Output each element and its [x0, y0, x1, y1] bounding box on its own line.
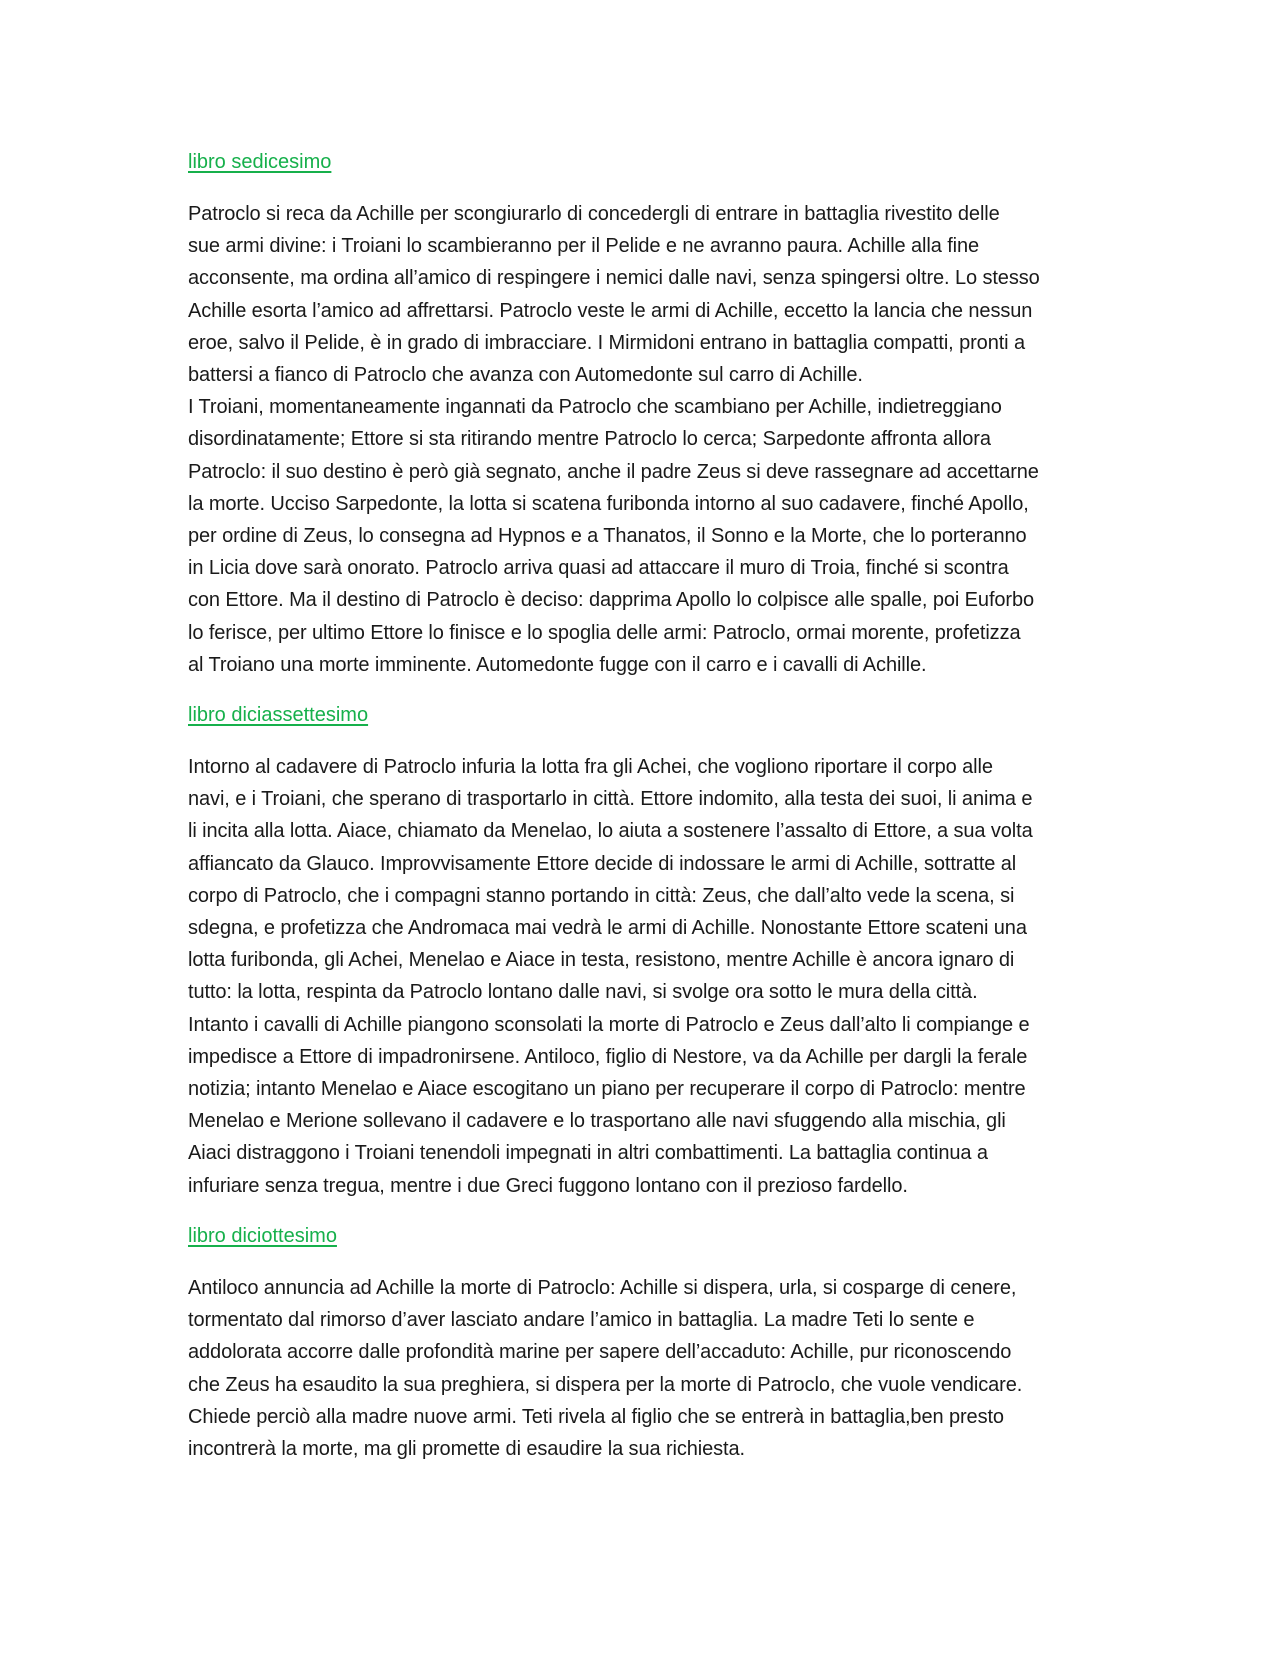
text-line: Achille esorta l’amico ad affrettarsi. Patroclo veste le armi di Achille, eccetto la lancia che nessun	[188, 299, 1033, 322]
text-line: affiancato da Glauco. Improvvisamente Ettore decide di indossare le armi di Achille, sottratte al	[188, 852, 1017, 875]
text-line: Patroclo si reca da Achille per scongiurarlo di concedergli di entrare in battaglia rivestito delle	[188, 203, 1000, 225]
text-line: che Zeus ha esaudito la sua preghiera, si dispera per la morte di Patroclo, che vuole vendicare.	[188, 1373, 1023, 1396]
text-line: con Ettore. Ma il destino di Patroclo è deciso: dapprima Apollo lo colpisce alle spalle, poi Euforbo	[188, 589, 1035, 612]
text-line: notizia; intanto Menelao e Aiace escogitano un piano per recuperare il corpo di Patroclo: mentre	[188, 1078, 1026, 1101]
text-line: incontrerà la morte, ma gli promette di esaudire la sua richiesta.	[188, 1437, 745, 1460]
section-libro-sedicesimo	[188, 148, 1092, 681]
document-page	[188, 148, 1092, 1485]
text-line: Menelao e Merione sollevano il cadavere e lo trasportano alle navi sfuggendo alla mischia, gli	[188, 1110, 1006, 1133]
text-line: al Troiano una morte imminente. Automedonte fugge con il carro e i cavalli di Achille.	[188, 653, 927, 676]
text-line: per ordine di Zeus, lo consegna ad Hypnos e a Thanatos, il Sonno e la Morte, che lo porteranno	[188, 525, 1027, 548]
text-line: Intanto i cavalli di Achille piangono sconsolati la morte di Patroclo e Zeus dall’alto li compiange e	[188, 1013, 1030, 1036]
section-title-link[interactable]: libro sedicesimo	[188, 151, 332, 173]
text-line: addolorata accorre dalle profondità marine per sapere dell’accaduto: Achille, pur riconoscendo	[188, 1341, 1012, 1364]
section-paragraph	[188, 1272, 1092, 1465]
text-line: la morte. Ucciso Sarpedonte, la lotta si scatena furibonda intorno al suo cadavere, finché Apollo,	[188, 492, 1029, 515]
text-line: lo ferisce, per ultimo Ettore lo finisce e lo spoglia delle armi: Patroclo, ormai morente, profetizza	[188, 621, 1021, 644]
text-line: sue armi divine: i Troiani lo scambieranno per il Pelide e ne avranno paura. Achille alla fine	[188, 235, 980, 258]
text-line: Intorno al cadavere di Patroclo infuria la lotta fra gli Achei, che vogliono riportare il corpo alle	[188, 756, 993, 779]
text-line: lotta furibonda, gli Achei, Menelao e Aiace in testa, resistono, mentre Achille è ancora ignaro di	[188, 949, 1015, 972]
text-line: li incita alla lotta. Aiace, chiamato da Menelao, lo aiuta a sostenere l’assalto di Ettore, a sua volta	[188, 820, 1033, 843]
text-line: sdegna, e profetizza che Andromaca mai vedrà le armi di Achille. Nonostante Ettore scateni una	[188, 917, 1027, 940]
text-line: eroe, salvo il Pelide, è in grado di imbracciare. I Mirmidoni entrano in battaglia compatti, pronti a	[188, 331, 1025, 354]
section-paragraph	[188, 751, 1092, 1202]
text-line: corpo di Patroclo, che i compagni stanno portando in città: Zeus, che dall’alto vede la scena, si	[188, 884, 1015, 907]
text-line: tutto: la lotta, respinta da Patroclo lontano dalle navi, si svolge ora sotto le mura della città.	[188, 981, 978, 1004]
text-line: tormentato dal rimorso d’aver lasciato andare l’amico in battaglia. La madre Teti lo sente e	[188, 1309, 975, 1332]
text-line: navi, e i Troiani, che sperano di trasportarlo in città. Ettore indomito, alla testa dei suoi, li anima e	[188, 788, 1033, 811]
text-line: infuriare senza tregua, mentre i due Greci fuggono lontano con il prezioso fardello.	[188, 1174, 908, 1197]
text-line: acconsente, ma ordina all’amico di respingere i nemici dalle navi, senza spingersi oltre. Lo stesso	[188, 267, 1040, 290]
text-line: disordinatamente; Ettore si sta ritirando mentre Patroclo lo cerca; Sarpedonte affronta allora	[188, 428, 991, 451]
text-line: in Licia dove sarà onorato. Patroclo arriva quasi ad attaccare il muro di Troia, finché si scontra	[188, 557, 1009, 580]
section-paragraph	[188, 198, 1092, 681]
section-title-link[interactable]: libro diciottesimo	[188, 1224, 337, 1247]
text-line: I Troiani, momentaneamente ingannati da Patroclo che scambiano per Achille, indietreggiano	[188, 396, 1002, 419]
text-line: impedisce a Ettore di impadronirsene. Antiloco, figlio di Nestore, va da Achille per dargli la ferale	[188, 1045, 1028, 1068]
section-title-link[interactable]: libro diciassettesimo	[188, 704, 369, 727]
section-libro-diciottesimo	[188, 1222, 1092, 1465]
text-line: Antiloco annuncia ad Achille la morte di Patroclo: Achille si dispera, urla, si cosparge di cenere,	[188, 1276, 1017, 1299]
text-line: Patroclo: il suo destino è però già segnato, anche il padre Zeus si deve rassegnare ad accettarne	[188, 460, 1039, 483]
text-line: Chiede perciò alla madre nuove armi. Teti rivela al figlio che se entrerà in battaglia,ben presto	[188, 1405, 1004, 1428]
text-line: Aiaci distraggono i Troiani tenendoli impegnati in altri combattimenti. La battaglia continua a	[188, 1142, 988, 1165]
section-libro-diciassettesimo	[188, 701, 1092, 1202]
text-line: battersi a fianco di Patroclo che avanza con Automedonte sul carro di Achille.	[188, 364, 863, 387]
